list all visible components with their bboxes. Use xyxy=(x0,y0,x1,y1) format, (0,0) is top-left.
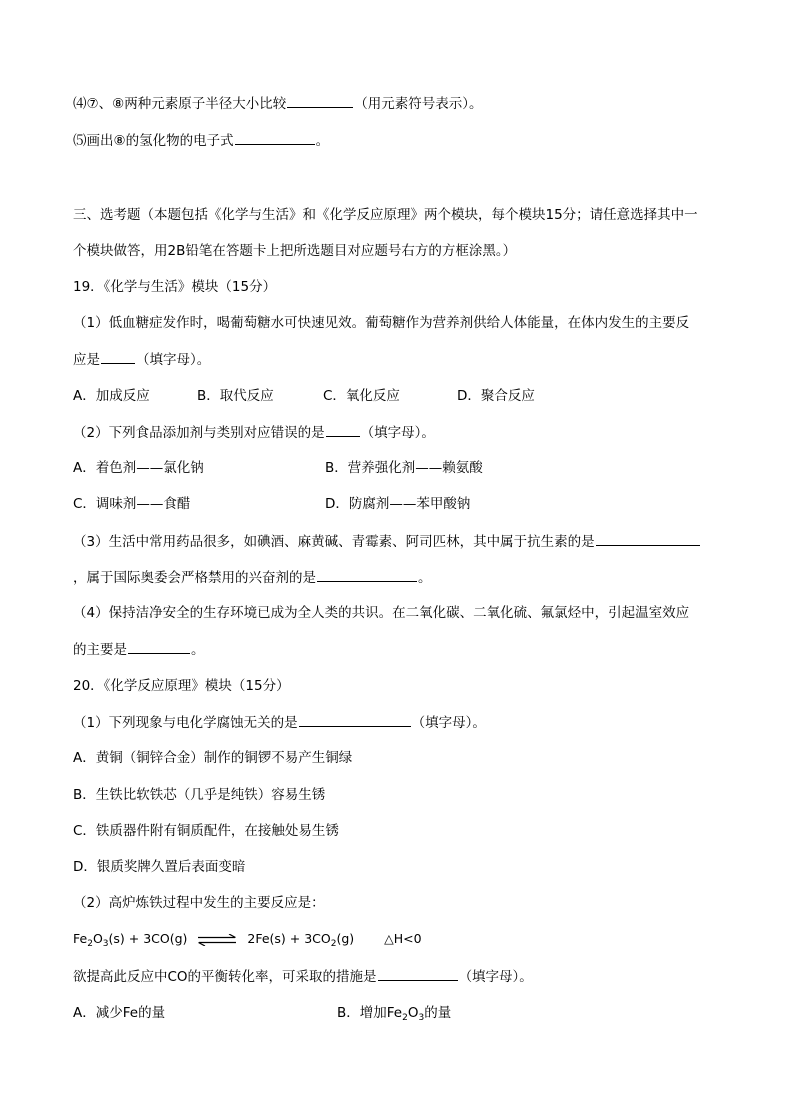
q18-part4 xyxy=(73,94,482,113)
q19-part3-suffix: 。 xyxy=(418,570,432,586)
answer-blank[interactable] xyxy=(326,423,360,437)
section3-header-line1: 三、选考题（本题包括《化学与生活》和《化学反应原理》两个模块，每个模块15分；请任意选择其中一 xyxy=(73,207,698,223)
section3-header-line2: 个模块做答，用2B铅笔在答题卡上把所选题目对应题号右方的方框涂黑。） xyxy=(73,243,517,259)
q19-title: 19．《化学与生活》模块（15分） xyxy=(73,279,277,295)
eq-sub: 3 xyxy=(102,939,109,949)
q19-part3-line1 xyxy=(73,532,701,551)
option-b-text: B．增加Fe xyxy=(337,1005,403,1021)
answer-blank[interactable] xyxy=(128,640,190,654)
q19-part4-suffix: 。 xyxy=(191,642,205,658)
option-b-sub: 3 xyxy=(418,1013,425,1023)
q19-part1-option-c: C．氧化反应 xyxy=(323,388,400,404)
q18-part5-suffix: 。 xyxy=(315,133,330,149)
q20-part1-text: （1）下列现象与电化学腐蚀无关的是 xyxy=(73,715,298,731)
q19-part1-line1: （1）低血糖症发作时，喝葡萄糖水可快速见效。葡萄糖作为营养剂供给人体能量，在体内发生的主要反 xyxy=(73,315,690,331)
q19-part4-line2 xyxy=(73,640,205,659)
q19-part1-line2 xyxy=(73,350,210,369)
q19-part3-line2 xyxy=(73,568,432,587)
eq-state: (g) xyxy=(336,931,355,946)
q20-part2-question xyxy=(73,967,533,986)
eq-reactants: (s) + 3CO(g) xyxy=(108,931,188,946)
q19-part1-option-d: D．聚合反应 xyxy=(457,388,535,404)
option-b-sub: 2 xyxy=(402,1013,408,1023)
q18-part4-text: ⑷⑦、⑧两种元素原子半径大小比较 xyxy=(73,96,287,112)
q19-part2-suffix: （填字母）。 xyxy=(360,425,435,441)
answer-blank[interactable] xyxy=(317,568,417,582)
q19-part4-line1: （4）保持洁净安全的生存环境已成为全人类的共识。在二氧化碳、二氧化硫、氟氯烃中，引起温室效应 xyxy=(73,605,690,621)
eq-fe: Fe xyxy=(73,931,88,946)
q19-part2-text: （2）下列食品添加剂与类别对应错误的是 xyxy=(73,425,325,441)
answer-blank[interactable] xyxy=(101,350,135,364)
q19-part2-option-b: B．营养强化剂——赖氨酸 xyxy=(325,460,483,476)
q19-part1-text: 应是 xyxy=(73,352,100,368)
q19-part3-text: （3）生活中常用药品很多，如碘酒、麻黄碱、青霉素、阿司匹林，其中属于抗生素的是 xyxy=(73,534,595,550)
q19-part1-suffix: （填字母）。 xyxy=(136,352,211,368)
eq-products: 2Fe(s) + 3CO xyxy=(247,931,331,946)
q20-part2-option-b xyxy=(337,1004,451,1022)
q20-title: 20．《化学反应原理》模块（15分） xyxy=(73,678,290,694)
q20-part1-suffix: （填字母）。 xyxy=(411,715,486,731)
q18-part5 xyxy=(73,131,329,150)
q19-part4-text: 的主要是 xyxy=(73,642,127,658)
answer-blank[interactable] xyxy=(287,94,353,108)
q19-part2-option-a: A．着色剂——氯化钠 xyxy=(73,460,204,476)
q20-part2-intro: （2）高炉炼铁过程中发生的主要反应是： xyxy=(73,895,325,911)
q19-part3-text2: ，属于国际奥委会严格禁用的兴奋剂的是 xyxy=(73,570,316,586)
q20-part1-option-d: D．银质奖牌久置后表面变暗 xyxy=(73,859,246,875)
option-b-o: O xyxy=(407,1005,419,1021)
q19-part1-option-a: A．加成反应 xyxy=(73,388,150,404)
eq-sub: 2 xyxy=(330,939,337,949)
eq-sub: 2 xyxy=(87,939,93,949)
q18-part5-text: ⑸画出⑧的氢化物的电子式 xyxy=(73,133,234,149)
q20-part1-option-c: C．铁质器件附有铜质配件，在接触处易生锈 xyxy=(73,823,339,839)
q19-part2-option-d: D．防腐剂——苯甲酸钠 xyxy=(325,496,471,512)
equilibrium-arrows-icon xyxy=(197,934,237,946)
answer-blank[interactable] xyxy=(299,713,411,727)
q19-part1-option-b: B．取代反应 xyxy=(197,388,274,404)
option-b-suffix: 的量 xyxy=(424,1005,452,1021)
q20-part2-text: 欲提高此反应中CO的平衡转化率，可采取的措施是 xyxy=(73,969,377,985)
q20-part1-option-b: B．生铁比软铁芯（几乎是纯铁）容易生锈 xyxy=(73,787,326,803)
reaction-equation xyxy=(73,930,422,948)
q18-part4-suffix: （用元素符号表示）。 xyxy=(354,96,483,112)
q19-part2-option-c: C．调味剂——食醋 xyxy=(73,496,191,512)
q20-part1 xyxy=(73,713,486,732)
answer-blank[interactable] xyxy=(596,532,700,546)
enthalpy-change: △H<0 xyxy=(384,931,422,946)
answer-blank[interactable] xyxy=(235,131,315,145)
q19-part2 xyxy=(73,423,435,442)
q20-part1-option-a: A．黄铜（铜锌合金）制作的铜锣不易产生铜绿 xyxy=(73,750,353,766)
answer-blank[interactable] xyxy=(378,967,458,981)
q20-part2-suffix: （填字母）。 xyxy=(458,969,533,985)
eq-o: O xyxy=(92,931,103,946)
q20-part2-option-a: A．减少Fe的量 xyxy=(73,1005,166,1021)
